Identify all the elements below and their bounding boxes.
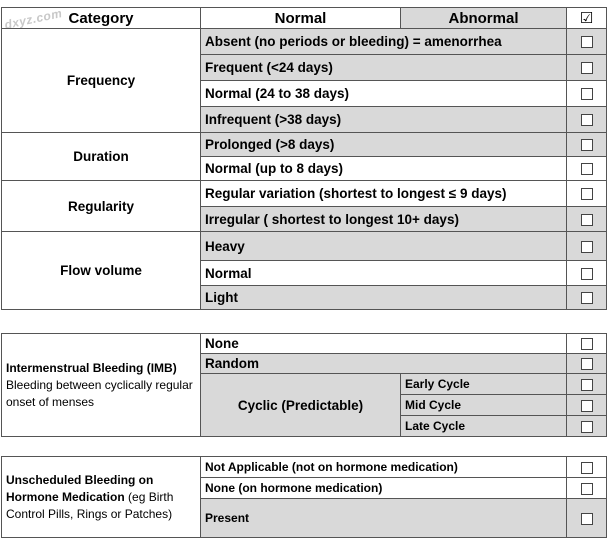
checkbox-unscheduled-none[interactable] (567, 478, 607, 499)
checkbox-icon (581, 292, 593, 304)
option-regularity-irregular: Irregular ( shortest to longest 10+ days) (201, 207, 567, 232)
option-imb-none: None (201, 334, 567, 354)
checked-box-icon: ☑ (579, 9, 594, 27)
option-unscheduled-none: None (on hormone medication) (201, 478, 567, 499)
checkbox-imb-early-cycle[interactable] (567, 374, 607, 395)
unscheduled-description (2, 457, 201, 538)
menstrual-pattern-table (1, 7, 607, 310)
option-duration-normal: Normal (up to 8 days) (201, 157, 567, 181)
checkbox-icon (581, 88, 593, 100)
option-frequency-frequent: Frequent (<24 days) (201, 55, 567, 81)
checkbox-frequency-infrequent[interactable] (567, 107, 607, 133)
header-category: Category (2, 8, 201, 29)
imb-table (1, 333, 607, 437)
checkbox-icon (581, 139, 593, 151)
imb-description-text: Bleeding between cyclically regular onset of menses (6, 377, 193, 409)
checkbox-icon (581, 358, 593, 370)
option-imb-random: Random (201, 354, 567, 374)
option-unscheduled-not-applicable: Not Applicable (not on hormone medication) (201, 457, 567, 478)
checkbox-icon (581, 241, 593, 253)
header-abnormal: Abnormal (401, 8, 567, 29)
checkbox-icon (581, 188, 593, 200)
checkbox-imb-late-cycle[interactable] (567, 416, 607, 437)
checkbox-icon (581, 268, 593, 280)
option-frequency-infrequent: Infrequent (>38 days) (201, 107, 567, 133)
checkbox-frequency-normal[interactable] (567, 81, 607, 107)
checkbox-regularity-regular[interactable] (567, 181, 607, 207)
checkbox-unscheduled-present[interactable] (567, 499, 607, 538)
option-unscheduled-present: Present (201, 499, 567, 538)
checkbox-icon (581, 338, 593, 350)
imb-description (2, 334, 201, 437)
option-regularity-regular: Regular variation (shortest to longest ≤ 9 days) (201, 181, 567, 207)
checkbox-imb-random[interactable] (567, 354, 607, 374)
checkbox-flow-heavy[interactable] (567, 232, 607, 261)
checkbox-duration-normal[interactable] (567, 157, 607, 181)
checkbox-imb-none[interactable] (567, 334, 607, 354)
option-imb-cyclic: Cyclic (Predictable) (201, 374, 401, 437)
checkbox-icon (581, 483, 593, 495)
checkbox-icon (581, 36, 593, 48)
checkbox-imb-mid-cycle[interactable] (567, 395, 607, 416)
checkbox-icon (581, 513, 593, 525)
category-flow-volume: Flow volume (2, 232, 201, 310)
checkbox-icon (581, 163, 593, 175)
option-duration-prolonged: Prolonged (>8 days) (201, 133, 567, 157)
checkbox-icon (581, 421, 593, 433)
option-flow-normal: Normal (201, 261, 567, 286)
unscheduled-title: Unscheduled Bleeding on Hormone Medication (6, 472, 154, 504)
checkbox-icon (581, 379, 593, 391)
checkbox-flow-light[interactable] (567, 286, 607, 310)
category-frequency: Frequency (2, 29, 201, 133)
checkbox-icon (581, 62, 593, 74)
imb-title: Intermenstrual Bleeding (IMB) (6, 360, 177, 375)
watermark: dxyz.com (3, 6, 64, 32)
option-frequency-normal: Normal (24 to 38 days) (201, 81, 567, 107)
header-checkbox (567, 8, 607, 29)
checkbox-regularity-irregular[interactable] (567, 207, 607, 232)
checkbox-frequency-frequent[interactable] (567, 55, 607, 81)
option-imb-mid-cycle: Mid Cycle (401, 395, 567, 416)
checkbox-icon (581, 214, 593, 226)
checkbox-flow-normal[interactable] (567, 261, 607, 286)
header-normal: Normal (201, 8, 401, 29)
checkbox-frequency-absent[interactable] (567, 29, 607, 55)
checkbox-unscheduled-not-applicable[interactable] (567, 457, 607, 478)
option-imb-late-cycle: Late Cycle (401, 416, 567, 437)
checkbox-icon (581, 400, 593, 412)
checkbox-duration-prolonged[interactable] (567, 133, 607, 157)
option-imb-early-cycle: Early Cycle (401, 374, 567, 395)
checkbox-icon (581, 114, 593, 126)
checkbox-icon (581, 462, 593, 474)
unscheduled-bleeding-table (1, 456, 607, 538)
option-flow-heavy: Heavy (201, 232, 567, 261)
unscheduled-description-text: (eg Birth Control Pills, Rings or Patches) (6, 489, 174, 521)
option-flow-light: Light (201, 286, 567, 310)
category-regularity: Regularity (2, 181, 201, 232)
option-frequency-absent: Absent (no periods or bleeding) = amenorrhea (201, 29, 567, 55)
category-duration: Duration (2, 133, 201, 181)
